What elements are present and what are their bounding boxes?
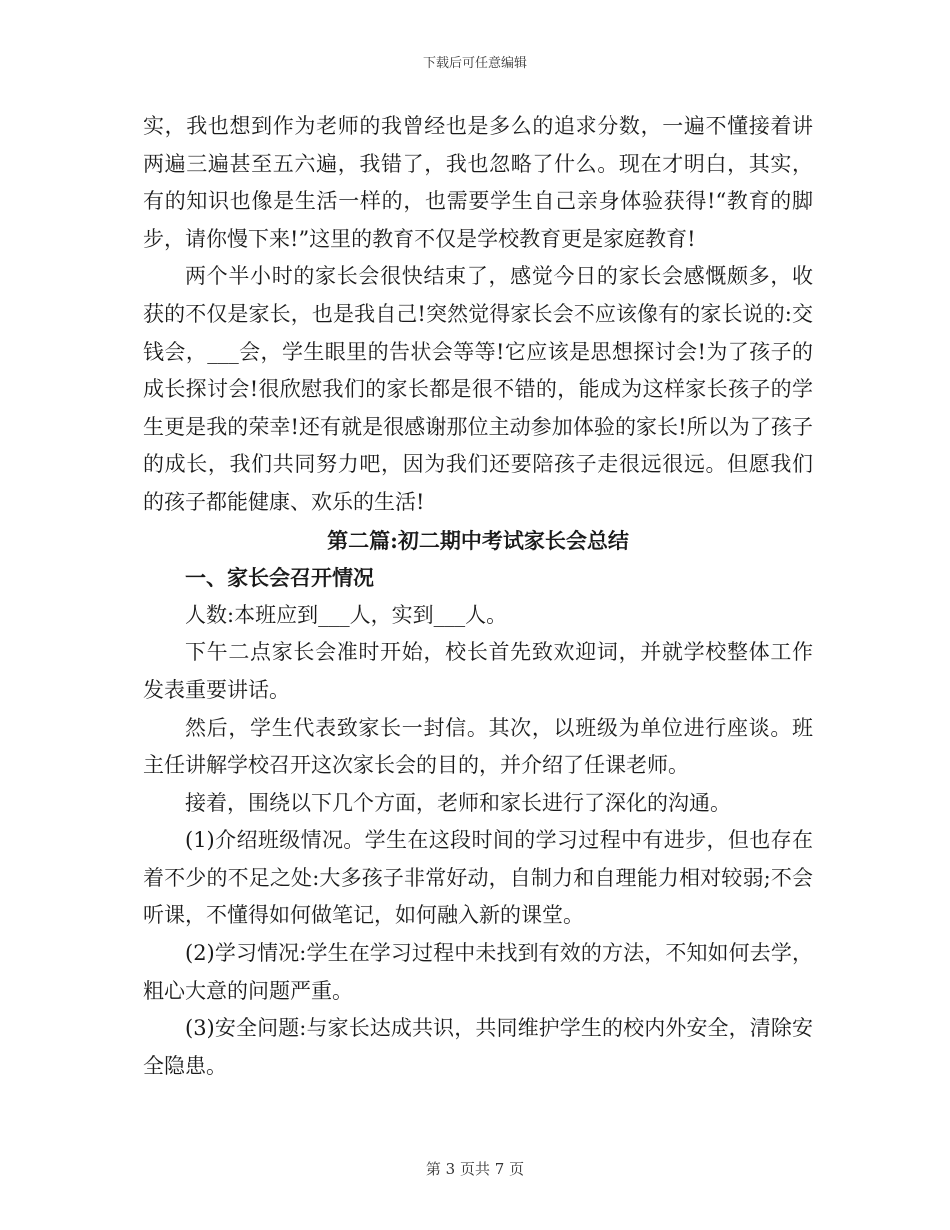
paragraph: 接着，围绕以下几个方面，老师和家长进行了深化的沟通。 (185, 790, 731, 815)
page-header: 下载后可任意编辑 (422, 56, 527, 71)
paragraph-continuation: 实，我也想到作为老师的我曾经也是多么的追求分数，一遍不懂接着讲两遍三遍甚至五六遍，我错了，我也忽略了什么。现在才明白，其实，有的知识也像是生活一样的，也需要学生自己亲身体验获得!“教育的脚步，请你慢下来!”这里的教育不仅是学校教育更是家庭教育! (143, 114, 813, 251)
list-item-3: (3)安全问题:与家长达成共识，共同维护学生的校内外安全，清除安全隐患。 (143, 1016, 813, 1078)
paragraph: 两个半小时的家长会很快结束了，感觉今日的家长会感慨颇多，收获的不仅是家长，也是我自己!突然觉得家长会不应该像有的家长说的:交钱会，___会，学生眼里的告状会等等!它应该是思想探讨会!为了孩子的成长探讨会!很欣慰我们的家长都是很不错的，能成为这样家长孩子的学生更是我的荣幸!还有就是很感谢那位主动参加体验的家长!所以为了孩子的成长，我们共同努力吧，因为我们还要陪孩子走很远很远。但愿我们的孩子都能健康、欢乐的生活! (143, 264, 813, 514)
document-body (143, 108, 813, 1085)
list-item-2: (2)学习情况:学生在学习过程中未找到有效的方法，不知如何去学，粗心大意的问题严重。 (143, 941, 813, 1003)
paragraph-attendance: 人数:本班应到___人，实到___人。 (185, 602, 508, 627)
subsection-heading: 一、家长会召开情况 (185, 565, 374, 591)
page-footer: 第 3 页共 7 页 (425, 1160, 525, 1178)
list-item-1: (1)介绍班级情况。学生在这段时间的学习过程中有进步，但也存在着不少的不足之处:大多孩子非常好动，自制力和自理能力相对较弱;不会听课，不懂得如何做笔记，如何融入新的课堂。 (143, 828, 813, 928)
section-title: 第二篇:初二期中考试家长会总结 (327, 527, 629, 553)
paragraph: 然后，学生代表致家长一封信。其次，以班级为单位进行座谈。班主任讲解学校召开这次家长会的目的，并介绍了任课老师。 (143, 715, 813, 778)
paragraph: 下午二点家长会准时开始，校长首先致欢迎词，并就学校整体工作发表重要讲话。 (143, 640, 813, 702)
